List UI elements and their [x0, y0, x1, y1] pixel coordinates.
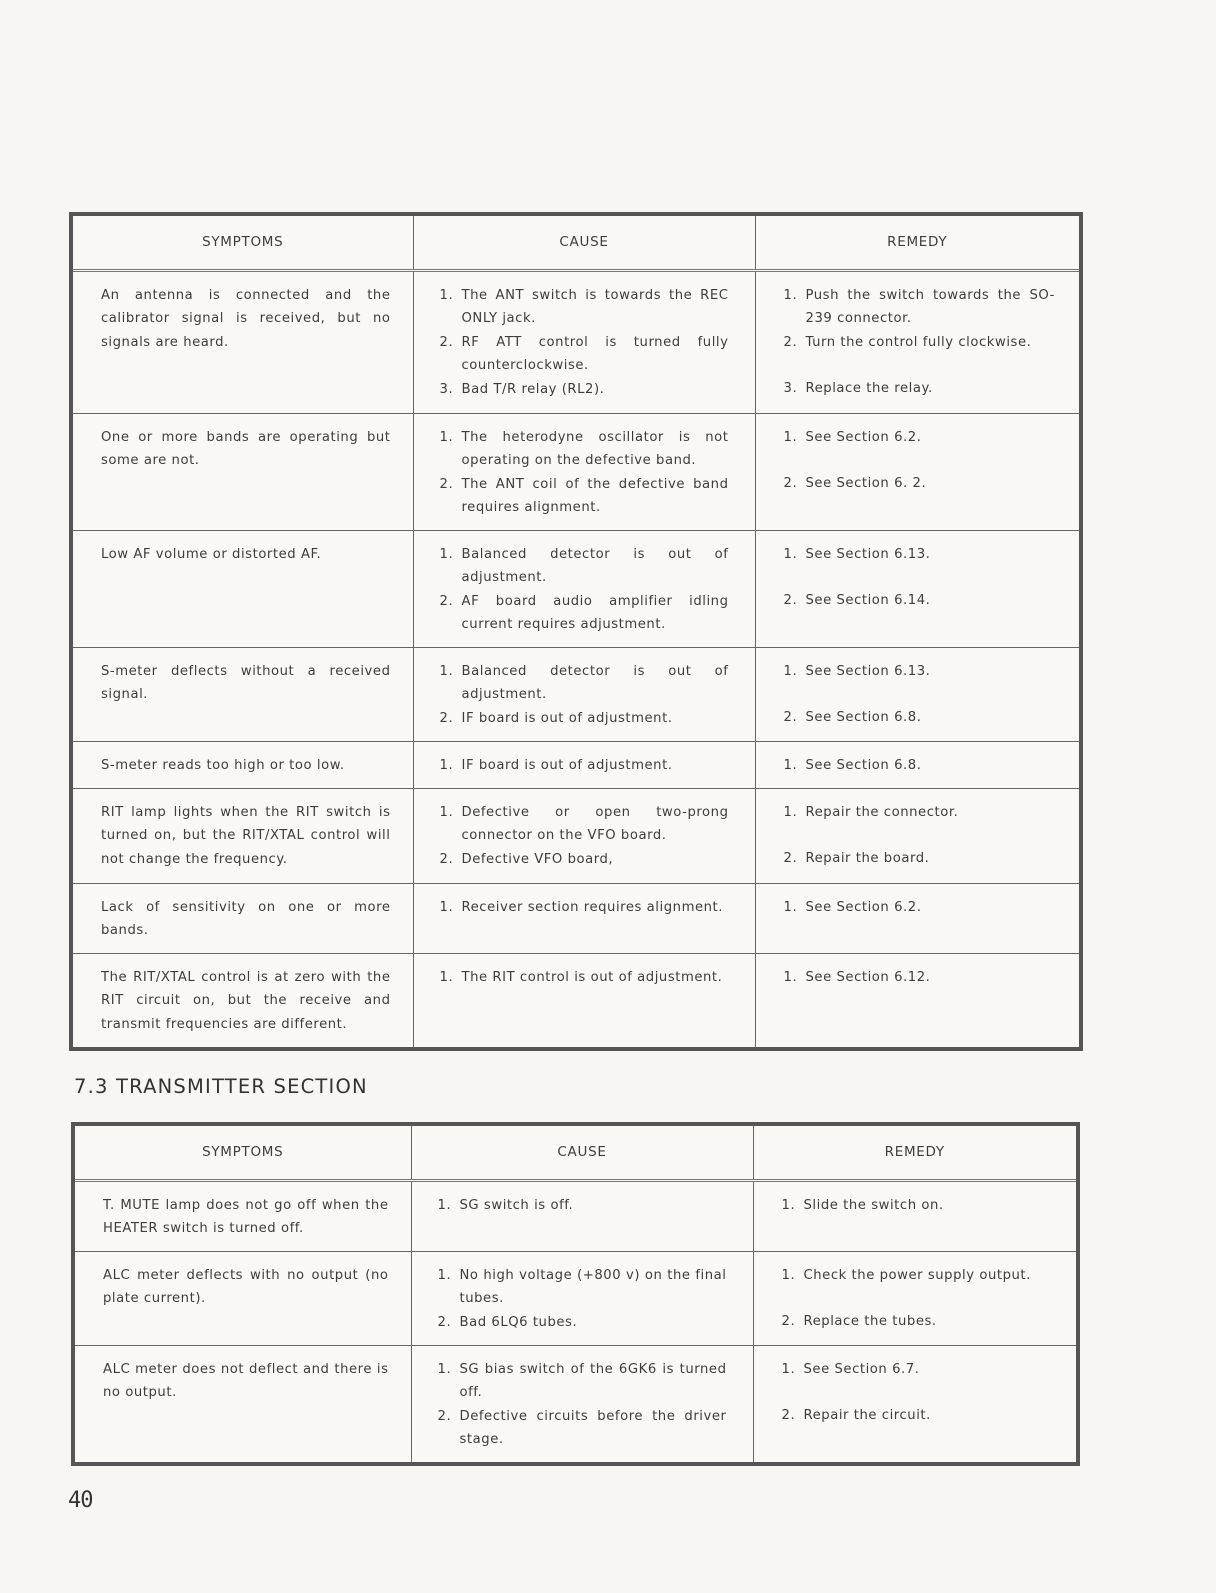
- cause-list: [440, 966, 729, 990]
- remedy-item: [782, 1264, 1053, 1288]
- cause-item: [438, 1264, 727, 1311]
- remedy-cell: [755, 647, 1081, 741]
- remedy-cell: [755, 883, 1081, 953]
- cause-number: 1.: [439, 757, 454, 773]
- transmitter-troubleshooting-table: [71, 1122, 1080, 1466]
- symptom-cell: S-meter reads too high or too low.: [71, 741, 413, 788]
- symptom-cell: Low AF volume or distorted AF.: [71, 530, 413, 647]
- cause-number: 1.: [439, 546, 454, 562]
- cause-list: [440, 660, 729, 731]
- cause-text: The ANT coil of the defective band requires alignment.: [461, 476, 729, 515]
- cause-text: IF board is out of adjustment.: [461, 710, 673, 726]
- cause-number: 3.: [439, 381, 454, 397]
- remedy-number: 2.: [783, 593, 798, 608]
- cause-item: [438, 1194, 727, 1218]
- remedy-number: 2.: [783, 851, 798, 866]
- remedy-header: REMEDY: [755, 214, 1081, 270]
- remedy-text: See Section 6.13.: [805, 546, 931, 562]
- cause-item: [440, 331, 729, 378]
- remedy-text: See Section 6. 2.: [805, 476, 927, 491]
- cause-item: [440, 848, 729, 872]
- page-number: 40: [68, 1488, 93, 1513]
- remedy-list: [782, 1358, 1053, 1428]
- cause-text: The RIT control is out of adjustment.: [461, 969, 723, 985]
- cause-cell: [411, 1251, 753, 1345]
- remedy-text: Slide the switch on.: [803, 1197, 944, 1213]
- table-row: [71, 788, 1081, 883]
- cause-item: [440, 754, 729, 778]
- remedy-item: [784, 896, 1056, 920]
- cause-number: 2.: [439, 593, 454, 609]
- cause-number: 1.: [437, 1267, 452, 1283]
- table-row: [73, 1345, 1078, 1464]
- remedy-number: 1.: [781, 1267, 796, 1283]
- cause-item: [440, 284, 729, 331]
- remedy-text: See Section 6.13.: [805, 663, 931, 679]
- remedy-text: Replace the tubes.: [803, 1314, 937, 1329]
- cause-number: 2.: [437, 1408, 452, 1424]
- remedy-text: Repair the circuit.: [803, 1408, 931, 1423]
- symptom-cell: One or more bands are operating but some are not.: [71, 413, 413, 530]
- cause-text: No high voltage (+800 v) on the final tubes.: [459, 1267, 727, 1306]
- remedy-text: Check the power supply output.: [803, 1267, 1031, 1283]
- cause-list: [438, 1264, 727, 1335]
- cause-item: [438, 1311, 727, 1335]
- remedy-item: [784, 754, 1056, 778]
- remedy-list: [784, 801, 1056, 871]
- cause-number: 2.: [439, 851, 454, 867]
- cause-header: CAUSE: [411, 1124, 753, 1180]
- cause-cell: [413, 788, 755, 883]
- cause-text: Bad T/R relay (RL2).: [461, 381, 605, 397]
- receiver-troubleshooting-table: [69, 212, 1083, 1051]
- remedy-text: Turn the control fully clockwise.: [805, 334, 1032, 350]
- cause-item: [438, 1358, 727, 1405]
- table-row: [71, 883, 1081, 953]
- cause-cell: [413, 741, 755, 788]
- cause-item: [440, 543, 729, 590]
- remedy-number: 1.: [783, 546, 798, 562]
- remedy-item: [784, 543, 1056, 567]
- cause-item: [440, 590, 729, 637]
- cause-item: [440, 966, 729, 990]
- remedy-cell: [755, 270, 1081, 413]
- remedy-item: [784, 801, 1056, 825]
- remedy-text: See Section 6.8.: [805, 710, 922, 725]
- remedy-cell: [755, 953, 1081, 1049]
- table-row: [73, 1251, 1078, 1345]
- remedy-text: Repair the board.: [805, 851, 930, 866]
- remedy-item: [784, 284, 1056, 331]
- cause-text: Receiver section requires alignment.: [461, 899, 723, 915]
- remedy-item: [782, 1310, 1053, 1334]
- symptom-cell: ALC meter deflects with no output (no plate current).: [73, 1251, 411, 1345]
- cause-cell: [413, 270, 755, 413]
- remedy-text: See Section 6.7.: [803, 1361, 920, 1377]
- remedy-item: [784, 660, 1056, 684]
- table-row: [71, 953, 1081, 1049]
- remedy-number: 1.: [783, 429, 798, 445]
- remedy-list: [782, 1194, 1053, 1218]
- symptom-cell: An antenna is connected and the calibrator signal is received, but no signals are heard.: [71, 270, 413, 413]
- cause-list: [440, 426, 729, 520]
- cause-number: 1.: [439, 899, 454, 915]
- cause-text: Bad 6LQ6 tubes.: [459, 1314, 578, 1330]
- symptom-cell: Lack of sensitivity on one or more bands.: [71, 883, 413, 953]
- remedy-list: [784, 660, 1056, 730]
- cause-text: Defective VFO board,: [461, 851, 614, 867]
- cause-item: [440, 896, 729, 920]
- cause-text: Balanced detector is out of adjustment.: [461, 546, 729, 585]
- remedy-list: [784, 543, 1056, 613]
- symptom-cell: ALC meter does not deflect and there is no output.: [73, 1345, 411, 1464]
- table-row: [71, 530, 1081, 647]
- remedy-item: [784, 847, 1056, 871]
- cause-text: Balanced detector is out of adjustment.: [461, 663, 729, 702]
- remedy-number: 1.: [783, 969, 798, 985]
- symptom-cell: RIT lamp lights when the RIT switch is turned on, but the RIT/XTAL control will not change the frequency.: [71, 788, 413, 883]
- cause-item: [440, 426, 729, 473]
- remedy-cell: [753, 1180, 1078, 1251]
- remedy-number: 1.: [783, 287, 798, 303]
- remedy-number: 2.: [783, 476, 798, 491]
- remedy-item: [782, 1194, 1053, 1218]
- remedy-number: 1.: [783, 804, 798, 820]
- remedy-item: [784, 706, 1056, 730]
- remedy-number: 2.: [783, 710, 798, 725]
- cause-item: [440, 473, 729, 520]
- cause-number: 1.: [437, 1197, 452, 1213]
- remedy-text: Replace the relay.: [805, 381, 933, 396]
- cause-item: [440, 660, 729, 707]
- remedy-cell: [753, 1251, 1078, 1345]
- symptoms-header: SYMPTOMS: [71, 214, 413, 270]
- remedy-item: [784, 426, 1056, 450]
- symptoms-header: SYMPTOMS: [73, 1124, 411, 1180]
- remedy-list: [784, 896, 1056, 920]
- table-row: [71, 413, 1081, 530]
- remedy-cell: [753, 1345, 1078, 1464]
- remedy-text: See Section 6.2.: [805, 899, 922, 915]
- table-row: [71, 270, 1081, 413]
- remedy-list: [784, 284, 1056, 401]
- cause-text: Defective or open two-prong connector on the VFO board.: [461, 804, 729, 843]
- remedy-number: 3.: [783, 381, 798, 396]
- cause-list: [440, 801, 729, 872]
- remedy-text: See Section 6.12.: [805, 969, 931, 985]
- cause-cell: [413, 530, 755, 647]
- cause-cell: [413, 647, 755, 741]
- cause-cell: [413, 413, 755, 530]
- remedy-list: [782, 1264, 1053, 1334]
- remedy-number: 1.: [781, 1197, 796, 1213]
- cause-list: [440, 754, 729, 778]
- remedy-number: 1.: [783, 757, 798, 773]
- cause-text: Defective circuits before the driver stage.: [459, 1408, 727, 1447]
- cause-number: 2.: [437, 1314, 452, 1330]
- remedy-item: [784, 472, 1056, 496]
- remedy-text: See Section 6.14.: [805, 593, 931, 608]
- remedy-cell: [755, 413, 1081, 530]
- cause-list: [440, 543, 729, 637]
- remedy-number: 2.: [781, 1314, 796, 1329]
- table-row: [71, 647, 1081, 741]
- remedy-text: Repair the connector.: [805, 804, 959, 820]
- remedy-number: 2.: [783, 334, 798, 350]
- remedy-item: [782, 1358, 1053, 1382]
- cause-number: 2.: [439, 334, 454, 350]
- cause-item: [440, 378, 729, 402]
- remedy-item: [784, 589, 1056, 613]
- remedy-cell: [755, 788, 1081, 883]
- symptom-cell: The RIT/XTAL control is at zero with the RIT circuit on, but the receive and transmit frequencies are different.: [71, 953, 413, 1049]
- cause-list: [438, 1358, 727, 1452]
- symptom-cell: T. MUTE lamp does not go off when the HEATER switch is turned off.: [73, 1180, 411, 1251]
- table-row: [73, 1180, 1078, 1251]
- remedy-text: See Section 6.2.: [805, 429, 922, 445]
- cause-number: 2.: [439, 710, 454, 726]
- remedy-item: [784, 377, 1056, 401]
- cause-item: [438, 1405, 727, 1452]
- cause-cell: [413, 883, 755, 953]
- cause-text: RF ATT control is turned fully counterclockwise.: [461, 334, 729, 373]
- cause-text: The ANT switch is towards the REC ONLY jack.: [461, 287, 729, 326]
- remedy-cell: [755, 741, 1081, 788]
- cause-text: AF board audio amplifier idling current requires adjustment.: [461, 593, 729, 632]
- cause-text: IF board is out of adjustment.: [461, 757, 673, 773]
- cause-number: 1.: [439, 804, 454, 820]
- remedy-text: Push the switch towards the SO-239 connector.: [805, 287, 1055, 326]
- cause-text: SG switch is off.: [459, 1197, 574, 1213]
- remedy-item: [782, 1404, 1053, 1428]
- cause-item: [440, 707, 729, 731]
- remedy-item: [784, 331, 1056, 355]
- cause-item: [440, 801, 729, 848]
- cause-number: 1.: [439, 287, 454, 303]
- cause-header: CAUSE: [413, 214, 755, 270]
- cause-cell: [411, 1345, 753, 1464]
- cause-list: [440, 896, 729, 920]
- cause-number: 1.: [439, 663, 454, 679]
- table-row: [71, 741, 1081, 788]
- remedy-list: [784, 754, 1056, 778]
- cause-number: 1.: [439, 969, 454, 985]
- remedy-number: 1.: [783, 663, 798, 679]
- remedy-text: See Section 6.8.: [805, 757, 922, 773]
- remedy-list: [784, 966, 1056, 990]
- cause-cell: [411, 1180, 753, 1251]
- remedy-header: REMEDY: [753, 1124, 1078, 1180]
- cause-number: 2.: [439, 476, 454, 492]
- cause-number: 1.: [437, 1361, 452, 1377]
- cause-cell: [413, 953, 755, 1049]
- symptom-cell: S-meter deflects without a received signal.: [71, 647, 413, 741]
- remedy-list: [784, 426, 1056, 496]
- remedy-number: 2.: [781, 1408, 796, 1423]
- cause-number: 1.: [439, 429, 454, 445]
- cause-text: SG bias switch of the 6GK6 is turned off.: [459, 1361, 727, 1400]
- remedy-number: 1.: [783, 899, 798, 915]
- remedy-cell: [755, 530, 1081, 647]
- cause-text: The heterodyne oscillator is not operating on the defective band.: [461, 429, 729, 468]
- remedy-item: [784, 966, 1056, 990]
- section-title: 7.3 TRANSMITTER SECTION: [74, 1075, 368, 1098]
- cause-list: [438, 1194, 727, 1218]
- cause-list: [440, 284, 729, 402]
- remedy-number: 1.: [781, 1361, 796, 1377]
